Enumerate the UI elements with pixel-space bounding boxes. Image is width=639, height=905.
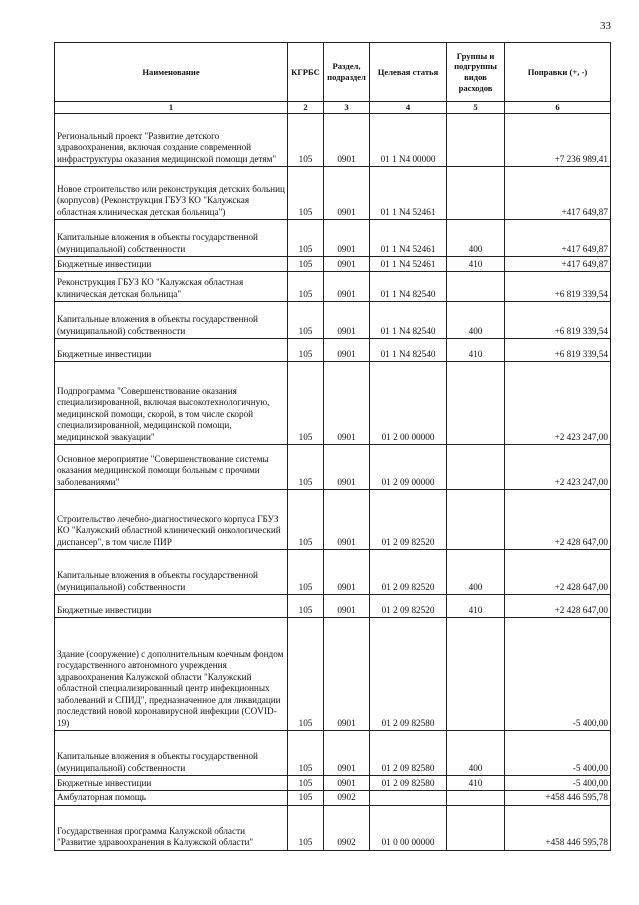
row-group	[447, 114, 505, 167]
row-name: Реконструкция ГБУЗ КО "Калужская областная клиническая детская больница"	[55, 272, 288, 302]
row-section: 0902	[324, 805, 370, 850]
table-row	[55, 220, 611, 257]
row-amount: +458 446 595,78	[505, 805, 611, 850]
col-number: 1	[55, 102, 288, 114]
row-amount: -5 400,00	[505, 618, 611, 731]
row-section: 0901	[324, 618, 370, 731]
table-row	[55, 731, 611, 776]
header-groups: Группы и подгруппы видов расходов	[447, 43, 505, 102]
row-amount: +458 446 595,78	[505, 791, 611, 806]
table-row	[55, 595, 611, 618]
row-amount: +2 423 247,00	[505, 445, 611, 490]
row-amount: -5 400,00	[505, 731, 611, 776]
row-section: 0901	[324, 272, 370, 302]
row-kgrbs: 105	[288, 618, 324, 731]
row-amount: +417 649,87	[505, 167, 611, 220]
row-group	[447, 490, 505, 550]
row-target: 01 2 09 82580	[370, 776, 447, 791]
table-row	[55, 167, 611, 220]
header-row	[55, 43, 611, 102]
row-kgrbs: 105	[288, 550, 324, 595]
row-group: 400	[447, 731, 505, 776]
row-name: Здание (сооружение) с дополнительным коечным фондом государственного автономного учреждения здравоохранения Калужской области "Калужский областной специализированный центр инфекционных заболеваний и СПИД", предназначенное для ликвидации последствий новой коронавирусной инфекции (COVID-19)	[55, 618, 288, 731]
row-kgrbs: 105	[288, 731, 324, 776]
row-target: 01 2 09 82580	[370, 731, 447, 776]
row-target: 01 2 09 82520	[370, 595, 447, 618]
row-group: 410	[447, 776, 505, 791]
row-group: 410	[447, 595, 505, 618]
header-section: Раздел, подраздел	[324, 43, 370, 102]
row-target: 01 1 N4 82540	[370, 302, 447, 339]
row-group	[447, 791, 505, 806]
row-amount: -5 400,00	[505, 776, 611, 791]
table-row	[55, 618, 611, 731]
row-group	[447, 167, 505, 220]
row-section: 0901	[324, 550, 370, 595]
row-section: 0901	[324, 339, 370, 362]
col-number: 5	[447, 102, 505, 114]
row-target: 01 1 N4 52461	[370, 220, 447, 257]
row-amount: +2 428 647,00	[505, 595, 611, 618]
row-name: Капитальные вложения в объекты государственной (муниципальной) собственности	[55, 220, 288, 257]
row-amount: +2 428 647,00	[505, 550, 611, 595]
row-amount: +2 423 247,00	[505, 362, 611, 445]
row-target: 01 1 N4 82540	[370, 339, 447, 362]
row-section: 0901	[324, 362, 370, 445]
row-target	[370, 791, 447, 806]
row-target: 01 2 09 82580	[370, 618, 447, 731]
row-name: Основное мероприятие "Совершенствование системы оказания медицинской помощи больным с прочими заболеваниями"	[55, 445, 288, 490]
row-name: Амбулаторная помощь	[55, 791, 288, 806]
row-amount: +417 649,87	[505, 220, 611, 257]
table-row	[55, 805, 611, 850]
row-name: Бюджетные инвестиции	[55, 776, 288, 791]
table-row	[55, 114, 611, 167]
row-name: Региональный проект "Развитие детского здравоохранения, включая создание современной инфраструктуры оказания медицинской помощи детям"	[55, 114, 288, 167]
row-name: Капитальные вложения в объекты государственной (муниципальной) собственности	[55, 550, 288, 595]
row-amount: +6 819 339,54	[505, 272, 611, 302]
row-section: 0901	[324, 445, 370, 490]
row-section: 0901	[324, 490, 370, 550]
table-row	[55, 445, 611, 490]
row-kgrbs: 105	[288, 805, 324, 850]
row-group: 410	[447, 257, 505, 272]
row-target: 01 1 N4 52461	[370, 257, 447, 272]
table-row	[55, 257, 611, 272]
column-number-row	[55, 102, 611, 114]
row-target: 01 0 00 00000	[370, 805, 447, 850]
header-kgrbs: КГРБС	[288, 43, 324, 102]
row-group: 400	[447, 302, 505, 339]
row-name: Подпрограмма "Совершенствование оказания специализированной, включая высокотехнологичную, медицинской помощи, скорой, в том числе скорой специализированной, медицинской помощи, медицинской эвакуации"	[55, 362, 288, 445]
row-group	[447, 445, 505, 490]
row-kgrbs: 105	[288, 272, 324, 302]
row-kgrbs: 105	[288, 302, 324, 339]
row-target: 01 2 09 82520	[370, 490, 447, 550]
row-section: 0901	[324, 776, 370, 791]
page-number: 33	[600, 20, 611, 32]
row-target: 01 2 00 00000	[370, 362, 447, 445]
row-name: Капитальные вложения в объекты государственной (муниципальной) собственности	[55, 302, 288, 339]
table-body	[55, 114, 611, 851]
row-section: 0901	[324, 220, 370, 257]
row-target: 01 1 N4 52461	[370, 167, 447, 220]
header-name: Наименование	[55, 43, 288, 102]
row-group: 410	[447, 339, 505, 362]
row-target: 01 2 09 82520	[370, 550, 447, 595]
row-target: 01 1 N4 82540	[370, 272, 447, 302]
row-name: Строительство лечебно-диагностического корпуса ГБУЗ КО "Калужский областной клинический онкологический диспансер", в том числе ПИР	[55, 490, 288, 550]
table-row	[55, 550, 611, 595]
table-row	[55, 791, 611, 806]
col-number: 4	[370, 102, 447, 114]
row-amount: +417 649,87	[505, 257, 611, 272]
col-number: 3	[324, 102, 370, 114]
row-section: 0901	[324, 731, 370, 776]
row-section: 0901	[324, 114, 370, 167]
table-row	[55, 339, 611, 362]
row-kgrbs: 105	[288, 114, 324, 167]
row-section: 0901	[324, 257, 370, 272]
table-row	[55, 302, 611, 339]
row-kgrbs: 105	[288, 339, 324, 362]
row-name: Бюджетные инвестиции	[55, 339, 288, 362]
col-number: 2	[288, 102, 324, 114]
header-target: Целевая статья	[370, 43, 447, 102]
table-row	[55, 362, 611, 445]
row-name: Государственная программа Калужской области "Развитие здравоохранения в Калужской области"	[55, 805, 288, 850]
row-kgrbs: 105	[288, 362, 324, 445]
row-group: 400	[447, 220, 505, 257]
row-name: Бюджетные инвестиции	[55, 595, 288, 618]
table-row	[55, 490, 611, 550]
row-amount: +7 236 989,41	[505, 114, 611, 167]
row-kgrbs: 105	[288, 490, 324, 550]
row-target: 01 1 N4 00000	[370, 114, 447, 167]
table-row	[55, 272, 611, 302]
row-section: 0902	[324, 791, 370, 806]
row-group	[447, 362, 505, 445]
row-amount: +6 819 339,54	[505, 339, 611, 362]
row-group	[447, 618, 505, 731]
row-kgrbs: 105	[288, 167, 324, 220]
row-amount: +6 819 339,54	[505, 302, 611, 339]
header-amount: Поправки (+, -)	[505, 43, 611, 102]
row-kgrbs: 105	[288, 220, 324, 257]
row-section: 0901	[324, 302, 370, 339]
budget-table	[54, 42, 611, 851]
row-group	[447, 272, 505, 302]
row-kgrbs: 105	[288, 595, 324, 618]
row-kgrbs: 105	[288, 776, 324, 791]
row-kgrbs: 105	[288, 445, 324, 490]
row-kgrbs: 105	[288, 257, 324, 272]
row-name: Бюджетные инвестиции	[55, 257, 288, 272]
row-section: 0901	[324, 167, 370, 220]
row-amount: +2 428 647,00	[505, 490, 611, 550]
row-group: 400	[447, 550, 505, 595]
row-name: Новое строительство или реконструкция детских больниц (корпусов) (Реконструкция ГБУЗ КО "Калужская областная клиническая детская больница")	[55, 167, 288, 220]
row-kgrbs: 105	[288, 791, 324, 806]
row-name: Капитальные вложения в объекты государственной (муниципальной) собственности	[55, 731, 288, 776]
row-section: 0901	[324, 595, 370, 618]
row-group	[447, 805, 505, 850]
row-target: 01 2 09 00000	[370, 445, 447, 490]
col-number: 6	[505, 102, 611, 114]
table-row	[55, 776, 611, 791]
